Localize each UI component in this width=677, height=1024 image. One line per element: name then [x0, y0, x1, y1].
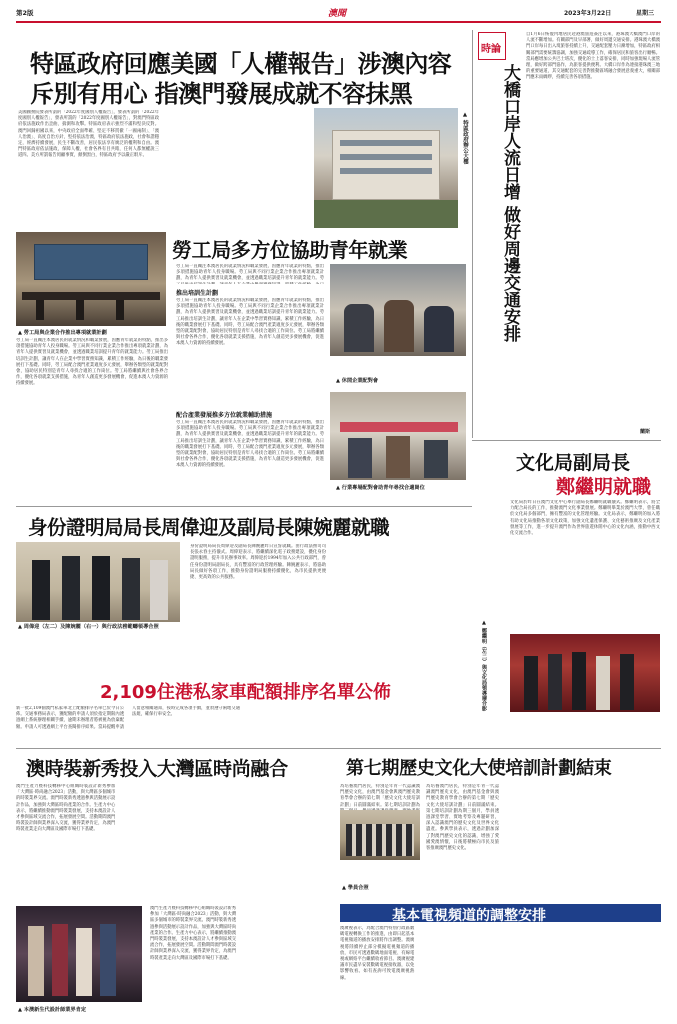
private-car-body: 新一批2,109個澳門私家車北上配額排序名單已於今日公佈。交通事務局表示，獲配額的申請人須於指定期限內透過網上系統辦理相關手續，逾期未辦理者將被視為放棄配額。申請人可透過網上平台查閱排序結果。當局提醒申請人留意相關通知，按時完成各項手續，並須遵守兩地交通法規，確保行車安全。: [16, 706, 240, 730]
labour-subhead-1: 推出培訓生計劃: [176, 290, 219, 297]
history-body-left: 為培養澳門居民，特別是年青一代認識澳門歷史文化，由澳門基金會與澳門歷史教育學會合辦的第七期「歷史文化大使培訓計劃」日前圓滿結束。第七期培訓計劃為: [340, 784, 420, 808]
culture-photo: [510, 634, 660, 712]
header-rule: [16, 21, 661, 23]
fashion-photo: [16, 906, 142, 1002]
culture-body: 文化局於昨日在澳門文化中心舉行副局長鄭繼明就職儀式。鄭繼明表示，將全力配合局長的工作，推動澳門文化事業發展。鄭繼明畢業於澳門大學，曾任職於文化局多個部門，擁有豐富的文化管理經驗。文化局表示，鄭繼明的加入將有助文化局推動各項文化政策，加強文化遺產保護、文化藝術推廣及文化產業發展等工作，進一步提升澳門作為世界旅遊休閒中心的文化內涵，推動中西文化交流合作。: [510, 500, 660, 537]
labour-caption-1: ▲ 勞工局與企業合作推出專項就業計劃: [18, 330, 107, 336]
date: 2023年3月22日: [564, 10, 612, 17]
page-label: 第2版: [16, 9, 34, 17]
fashion-body-lower: 澳門生產力暨科技轉移中心組織時裝設計新秀參加「大灣區·時尚融合2023」活動，與大灣區多個城市的時裝業界交流。澳門時裝新秀透過參與活動展示設計作品，加強與大灣區時尚產業的合作。生產力中心表示，將繼續推動澳門時裝業發展，支持本澳設計人才參與區域交流合作，拓展發展空間。活動期間澳門時裝設計師與業界深入交流，獲得業界肯定，為澳門時裝產業走向大灣區及國際市場打下基礎。: [150, 906, 236, 961]
labour-photo-2: [330, 264, 466, 356]
history-body: 為培養澳門居民，特別是年青一代認識澳門歷史文化，由澳門基金會與澳門歷史教育學會合辦的第七期「歷史文化大使培訓計劃」日前圓滿結束。第七期培訓計劃為期三個月，學員透過課堂學習、實地考察及專題研習，深入認識澳門的歷史文化及世界文化遺產。參與學員表示，透過計劃加深了對澳門歷史文化的認識，增強了愛國愛澳情懷，日後將積極向市民及旅客推廣澳門歷史文化。: [426, 784, 499, 852]
labour-body-mid-bottom: 勞工局一直關注本澳居民的就業情況和職業發展，因應青年就業的特點，推出多項措施協助青年人投身職場。勞工局與不同行業企業合作推出專項就業計劃，為青年人提供實習及就業機會，並透過職業培訓提升青年的就業能力。勞工局推出培訓生計劃，讓青年人在企業中學習實務知識，累積工作經驗，為日後的職業發展打下基礎。同時，勞工局配合澳門產業適度多元發展，舉辦各類型的就業配對會，協助居民特別是青年人尋找合適的工作崗位。勞工局將繼續與社會各界合作，優化各項就業支援措施，為青年人創造更多發展機會，促進本澳人力資源的持續發展。: [176, 420, 324, 469]
commentary-tag-label: 時論: [481, 44, 501, 55]
identification-top-rule: [16, 506, 472, 507]
labour-body-left: 勞工局一直關注本澳居民的就業情況和職業發展，因應青年就業的特點，推出多項措施協助青年人投身職場。勞工局與不同行業企業合作推出專項就業計劃，為青年人提供實習及就業機會，並透過職業培訓提升青年的就業能力。勞工局推出培訓生計劃，讓青年人在企業中學習實務知識，累積工作經驗，為日後的職業發展打下基礎。同時，勞工局配合澳門產業適度多元發展，舉辦各類型的就業配對會，協助居民特別是青年人尋找合適的工作崗位。勞工局將繼續與社會各界合作，優化各項就業支援措施，為青年人創造更多發展機會，促進本澳人力資源的持續發展。: [16, 338, 168, 387]
tv-headline-bar: [340, 904, 661, 922]
weekday: 星期三: [636, 10, 655, 17]
fashion-caption: ▲ 本澳新生代設計師業界肯定: [18, 1007, 87, 1013]
tv-headline: 基本電視頻道的調整安排: [392, 908, 546, 924]
identification-caption: ▲ 周偉迎（左二）及陳婉麗（右一）與行政法務範疇領導合照: [18, 624, 159, 630]
fashion-body: 澳門生產力暨科技轉移中心組織時裝設計新秀參加「大灣區·時尚融合2023」活動，與大灣區多個城市的時裝業界交流。澳門時裝新秀透過參與活動展示設計作品，加強與大灣區時尚產業的合作。生產力中心表示，將繼續推動澳門時裝業發展，支持本澳設計人才參與區域交流合作，拓展發展空間。活動期間澳門時裝設計師與業界深入交流，獲得業界肯定，為澳門時裝產業走向大灣區及國際市場打下基礎。: [16, 784, 116, 833]
labour-subhead-2: 配合產業發展推多方位就業輔助措施: [176, 412, 273, 419]
labour-caption-3: ▲ 行業專場配對會助青年尋找合適崗位: [336, 485, 425, 491]
fashion-top-rule: [16, 748, 661, 749]
commentary-divider: [472, 30, 473, 438]
labour-photo-3: [330, 392, 466, 480]
labour-caption-2: ▲ 休閒企業配對會: [336, 378, 379, 384]
labour-headline: 勞工局多方位協助青年就業: [172, 238, 408, 262]
masthead-logo: 澳聞: [328, 9, 347, 19]
culture-headline-1: 文化局副局長: [516, 452, 631, 474]
fashion-headline: 澳時裝新秀投入大灣區時尚融合: [26, 758, 288, 780]
commentary-body: 自1月6日恢復內地居民赴港澳旅遊簽注以來，港珠澳大橋澳門口岸的人流不斷增加。有關部門及早部署，做好周邊交通安排。港珠澳大橋澳門口岸每日出入境旅客持續上升，交通配套壓力日漸增加，特區政府相關部門需要統籌協調，加強交通疏導工作，確保居民和旅客出行順暢。當局應增加公共巴士班次，優化的士上落客安排，同時加強現場人流管理，做好跨部門協作，為旅客提供便利。大橋口岸作為連接港珠澳三地的重要通道，其交通配套的完善對推動區域融合發展意義重大，相關部門應未雨綢繆，持續完善各項措施。: [526, 32, 660, 81]
lead-headline-2: 斥別有用心 指澳門發展成就不容抹黑: [30, 80, 413, 108]
identification-headline: 身份證明局局長周偉迎及副局長陳婉麗就職: [28, 516, 390, 539]
culture-caption: ▲ 鄭繼明（左二）與文化局領導層合影: [481, 620, 487, 712]
history-caption: ▲ 學員合照: [342, 885, 369, 891]
lead-side-caption: ▲ 特區政府辦公大樓: [462, 112, 468, 164]
culture-top-rule: [472, 440, 661, 441]
history-headline: 第七期歷史文化大使培訓計劃結束: [346, 758, 612, 779]
commentary-author: 蘭斯: [640, 429, 651, 435]
history-photo: [340, 810, 420, 860]
lead-photo-building: [314, 108, 458, 228]
lead-body: 美國國務院發表所謂的「2022年度國別人權報告」，發表所謂的「2022年度國別人權報告」，發表所謂的「2022年度國別人權報告」，對澳門特區政府依法施政作出歪曲、揣測和攻擊。特區政府表示強烈不滿和堅決反對。澳門回歸祖國以來，中央政府全面準確、堅定不移貫徹「一國兩制」、「澳人治澳」、高度自治方針，堅持依法治澳，特區政府依法施政，社會和諧穩定，經濟持續發展，民生不斷改善，居民依法享有廣泛的權利和自由。澳門特區政府依法施政，保障人權，社會各界有目共睹，任何人都無權說三道四。美方所謂報告罔顧事實，顛倒黑白，特區政府予以嚴正駁斥。: [18, 110, 159, 159]
labour-body-mid: 勞工局一直關注本澳居民的就業情況和職業發展，因應青年就業的特點，推出多項措施協助青年人投身職場。勞工局與不同行業企業合作推出專項就業計劃，為青年人提供實習及就業機會，並透過職業培訓提升青年的就業能力。勞工局推出培訓生計劃，讓青年人在企業中學習實務知識，累積工作經驗，為日後的職業發展打下基礎。同時，勞工局配合澳門產業適度多元發展，舉辦各類型的就業配對會，協助居民特別是青年人尋找合適的工作崗位。勞工局將繼續與社會各界合作，優化各項就業支援措施，為青年人創造更多發展機會，促進本澳人力資源的持續發展。: [176, 298, 324, 347]
commentary-tag: [478, 32, 506, 60]
identification-photo: [16, 542, 180, 622]
culture-headline-2: 鄭繼明就職: [556, 476, 652, 498]
labour-body-mid-top: 勞工局一直關注本澳居民的就業情況和職業發展，因應青年就業的特點，推出多項措施協助青年人投身職場。勞工局與不同行業企業合作推出專項就業計劃，為青年人提供實習及就業機會，並透過職業培訓提升青年的就業能力。勞: [176, 264, 324, 282]
commentary-headline: 大橋口岸人流日增 做好周邊交通安排: [500, 64, 520, 342]
identification-body: 身份證明局局長周偉迎及副局長陳婉麗昨日宣誓就職。由行政法務司司長張永春主持儀式。周偉迎表示，將繼續深化電子政務建設，優化身份證明服務，提升市民辦事效率。周偉迎於1994年加入公共行政部門，曾任身份證明局副局長，具有豐富的行政管理經驗。陳婉麗表示，將協助局長做好各項工作，推動身份證明局服務持續優化，為市民提供更便捷、更高效的公共服務。: [190, 544, 326, 581]
page-header: [16, 6, 661, 20]
private-car-headline: 2,109住港私家車配額排序名單公佈: [100, 682, 391, 703]
labour-photo-1: [16, 232, 166, 326]
tv-body: 澳廣視表示，為配合澳門特別行政區數碼電視轉換工作的推進，由即日起基本電視頻道的播放安排將作出調整。澳廣視將陸續停止部分模擬電視頻道的播放，市民可透過數碼地面電視、有線電視或網絡平台繼續收看節目。澳廣視建議市民盡早安裝數碼電視接收器，以免影響收看。如有查詢可致電澳廣視熱線。: [340, 926, 415, 981]
lead-headline-1: 特區政府回應美國「人權報告」涉澳內容: [30, 50, 452, 78]
